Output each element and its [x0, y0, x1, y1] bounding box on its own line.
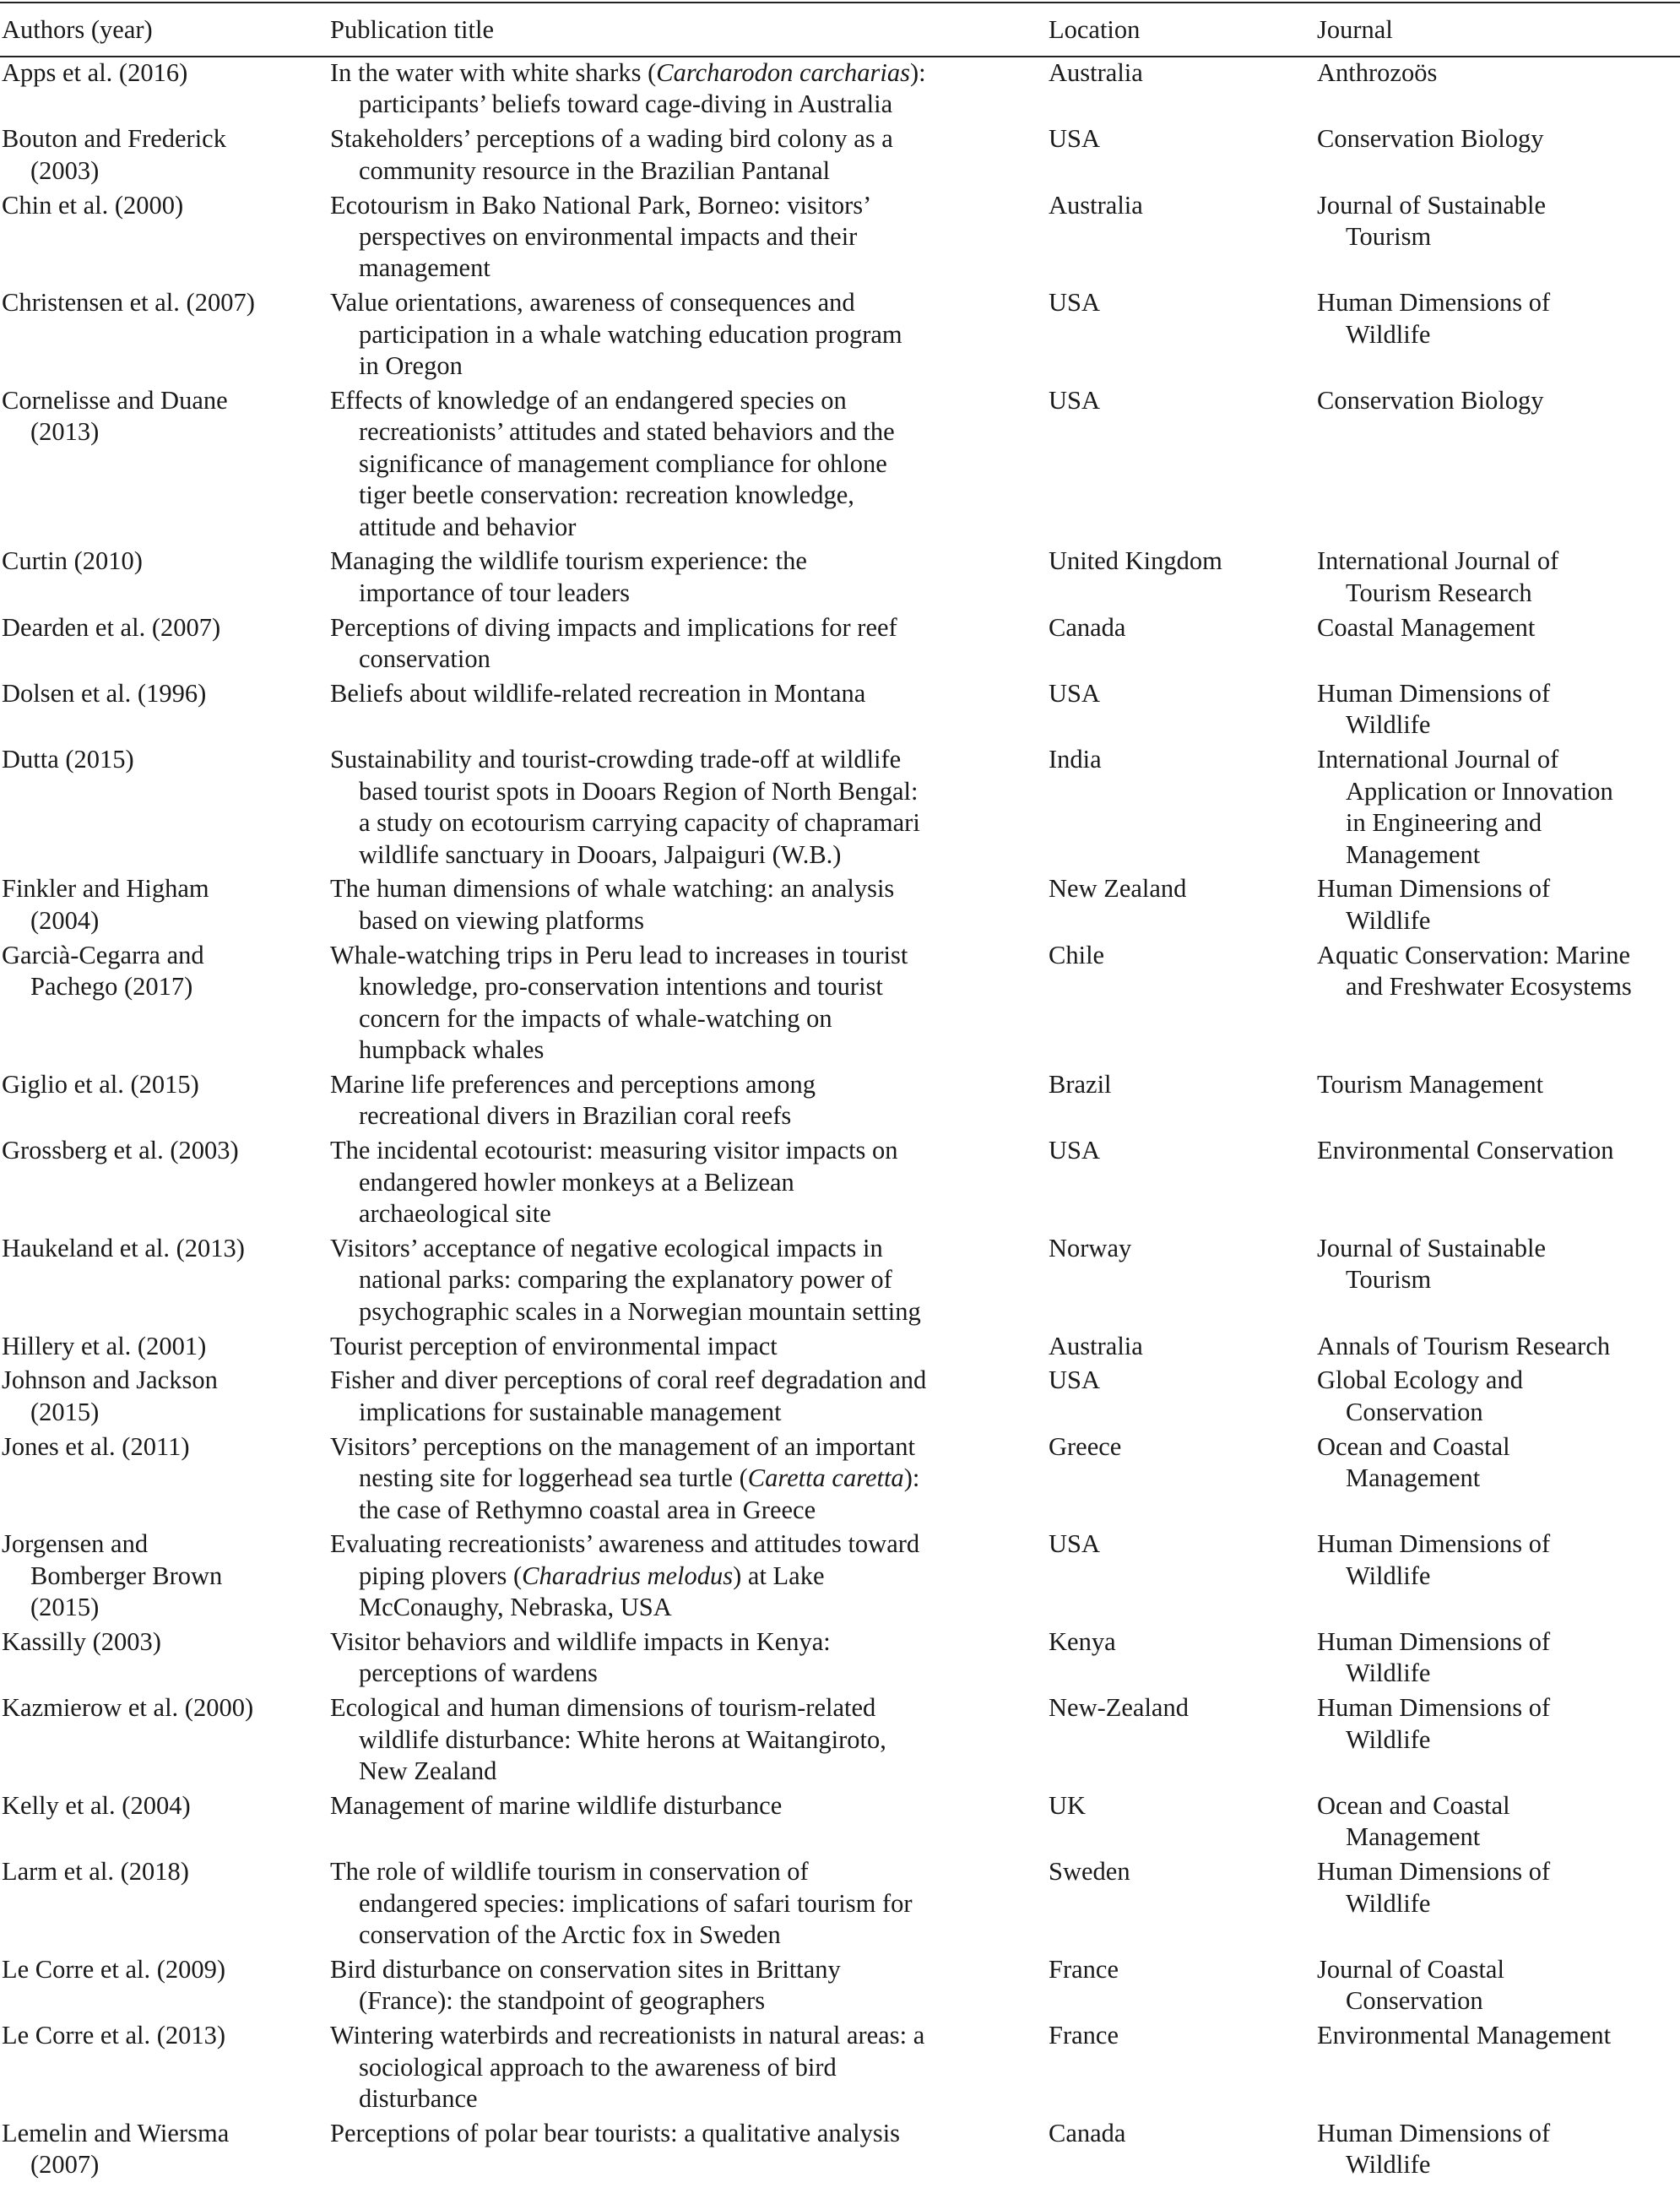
- cell-journal-line: Tourism: [1346, 1265, 1432, 1295]
- cell-authors: [0, 1135, 330, 1166]
- cell-location-line: New Zealand: [1049, 874, 1187, 904]
- cell-journal-line: Annals of Tourism Research: [1317, 1331, 1611, 1360]
- cell-location: [1049, 1331, 1317, 1362]
- cell-title-line: Visitors’ perceptions on the management of an important: [330, 1431, 915, 1461]
- cell-journal: [1317, 1069, 1680, 1100]
- cell-title-line: Sustainability and tourist-crowding trade-off at wildlife: [330, 745, 902, 774]
- cell-authors: [0, 287, 330, 318]
- cell-authors-line: Christensen et al. (2007): [2, 288, 255, 318]
- cell-title-line: perspectives on environmental impacts and their: [359, 222, 858, 251]
- cell-journal-line: Tourism Management: [1317, 1069, 1544, 1099]
- table-row: [0, 1233, 1680, 1331]
- cell-journal-line: Wildlife: [1346, 710, 1431, 740]
- table-row: [0, 1331, 1680, 1365]
- table-row: [0, 2020, 1680, 2118]
- cell-journal: [1317, 1954, 1680, 2017]
- cell-title: [330, 1856, 1049, 1951]
- cell-authors-line: Dolsen et al. (1996): [2, 679, 207, 709]
- cell-authors-line: Haukeland et al. (2013): [2, 1233, 245, 1262]
- cell-title-line: in Oregon: [359, 351, 463, 381]
- cell-location: [1049, 57, 1317, 89]
- cell-location: [1049, 1954, 1317, 1985]
- cell-title: [330, 940, 1049, 1067]
- cell-authors: [0, 1692, 330, 1724]
- cell-journal: [1317, 940, 1680, 1003]
- cell-title-line: the case of Rethymno coastal area in Greece: [359, 1495, 816, 1524]
- cell-journal: [1317, 1331, 1680, 1362]
- cell-journal-line: International Journal of: [1317, 546, 1559, 576]
- cell-authors: [0, 1069, 330, 1100]
- cell-location: [1049, 1790, 1317, 1822]
- table-row: [0, 190, 1680, 288]
- cell-location-line: USA: [1049, 124, 1101, 154]
- cell-journal-line: Conservation: [1346, 1986, 1483, 2016]
- cell-title: [330, 1135, 1049, 1230]
- cell-location-line: Sweden: [1049, 1857, 1130, 1887]
- cell-authors-line: Jones et al. (2011): [2, 1431, 190, 1461]
- cell-title-line: concern for the impacts of whale-watching on: [359, 1003, 832, 1033]
- cell-authors-line: Lemelin and Wiersma: [2, 2119, 230, 2148]
- cell-title: [330, 1528, 1049, 1623]
- cell-journal-line: Wildlife: [1346, 1561, 1431, 1590]
- cell-location-line: USA: [1049, 288, 1101, 318]
- cell-title-line: Ecotourism in Bako National Park, Borneo: visitors’: [330, 190, 872, 220]
- cell-journal-line: Aquatic Conservation: Marine: [1317, 940, 1630, 969]
- cell-title-line: management: [359, 253, 490, 283]
- cell-title: [330, 1954, 1049, 2017]
- cell-journal-line: International Journal of: [1317, 745, 1559, 774]
- cell-journal-line: Anthrozoös: [1317, 58, 1438, 87]
- cell-journal: [1317, 287, 1680, 350]
- cell-title: [330, 123, 1049, 187]
- cell-title-line: importance of tour leaders: [359, 578, 630, 607]
- cell-journal-line: Wildlife: [1346, 1724, 1431, 1754]
- table-row: [0, 57, 1680, 123]
- cell-authors-line: (2015): [30, 1593, 100, 1622]
- cell-journal-line: Human Dimensions of: [1317, 1693, 1551, 1723]
- cell-title-line: (France): the standpoint of geographers: [359, 1986, 766, 2016]
- cell-journal: [1317, 2020, 1680, 2051]
- cell-title-line: implications for sustainable management: [359, 1397, 782, 1426]
- cell-title-line: wildlife disturbance: White herons at Waitangiroto,: [359, 1724, 886, 1754]
- cell-journal: [1317, 1626, 1680, 1690]
- cell-title-line: conservation: [359, 644, 490, 674]
- cell-authors: [0, 1528, 330, 1623]
- cell-title-line: based on viewing platforms: [359, 905, 644, 935]
- cell-journal-line: Human Dimensions of: [1317, 874, 1551, 904]
- cell-journal-line: Coastal Management: [1317, 612, 1536, 642]
- table-row: [0, 1856, 1680, 1954]
- cell-journal-line: Wildlife: [1346, 2150, 1431, 2180]
- header-title: Publication title: [330, 15, 494, 44]
- table-row: [0, 1365, 1680, 1431]
- table-row: [0, 940, 1680, 1069]
- cell-title-line: Stakeholders’ perceptions of a wading bird colony as a: [330, 124, 893, 154]
- cell-journal: [1317, 385, 1680, 416]
- cell-title-line: Perceptions of diving impacts and implications for reef: [330, 612, 897, 642]
- cell-journal: [1317, 1856, 1680, 1919]
- cell-journal-line: Wildlife: [1346, 1888, 1431, 1918]
- cell-location-line: Kenya: [1049, 1627, 1116, 1657]
- cell-title-line: piping plovers (Charadrius melodus) at Lake: [359, 1561, 825, 1590]
- cell-title-line: humpback whales: [359, 1034, 545, 1064]
- cell-authors: [0, 190, 330, 221]
- cell-title: [330, 1331, 1049, 1362]
- cell-authors-line: Kazmierow et al. (2000): [2, 1693, 254, 1723]
- cell-authors-line: Kelly et al. (2004): [2, 1791, 191, 1821]
- cell-title-line: The role of wildlife tourism in conservation of: [330, 1857, 809, 1887]
- cell-location: [1049, 1233, 1317, 1264]
- cell-journal-line: Environmental Management: [1317, 2021, 1612, 2050]
- cell-authors-line: Giglio et al. (2015): [2, 1069, 199, 1099]
- cell-title: [330, 287, 1049, 382]
- cell-journal-line: Environmental Conservation: [1317, 1136, 1614, 1165]
- cell-location-line: USA: [1049, 679, 1101, 709]
- cell-location: [1049, 1626, 1317, 1658]
- cell-journal-line: Journal of Coastal: [1317, 1955, 1504, 1984]
- cell-title-line: a study on ecotourism carrying capacity of chapramari: [359, 808, 920, 838]
- cell-location-line: France: [1049, 1955, 1119, 1984]
- header-journal: Journal: [1317, 15, 1393, 44]
- cell-authors-line: Johnson and Jackson: [2, 1365, 218, 1395]
- cell-journal: [1317, 1528, 1680, 1592]
- cell-title-line: Marine life preferences and perceptions among: [330, 1069, 816, 1099]
- cell-authors-line: (2015): [30, 1397, 100, 1426]
- cell-location-line: USA: [1049, 385, 1101, 415]
- cell-title-line: endangered howler monkeys at a Belizean: [359, 1167, 794, 1197]
- cell-authors: [0, 744, 330, 775]
- cell-location: [1049, 1365, 1317, 1396]
- cell-location-line: Norway: [1049, 1233, 1132, 1262]
- cell-location: [1049, 1692, 1317, 1724]
- cell-title-line: conservation of the Arctic fox in Sweden: [359, 1920, 781, 1950]
- cell-journal-line: Human Dimensions of: [1317, 288, 1551, 318]
- table-header: [0, 3, 1680, 56]
- cell-journal-line: Human Dimensions of: [1317, 1627, 1551, 1657]
- species-name: Caretta caretta: [747, 1463, 904, 1493]
- cell-title-line: recreationists’ attitudes and stated behaviors and the: [359, 417, 895, 447]
- cell-location-line: Brazil: [1049, 1069, 1112, 1099]
- cell-title: [330, 612, 1049, 676]
- cell-title-line: significance of management compliance for ohlone: [359, 448, 887, 478]
- cell-authors-line: (2007): [30, 2150, 100, 2180]
- cell-title: [330, 1790, 1049, 1822]
- cell-location-line: USA: [1049, 1136, 1101, 1165]
- cell-authors-line: Bomberger Brown: [30, 1561, 223, 1590]
- cell-title-line: McConaughy, Nebraska, USA: [359, 1593, 672, 1622]
- cell-authors: [0, 57, 330, 89]
- cell-title-line: Perceptions of polar bear tourists: a qualitative analysis: [330, 2119, 901, 2148]
- cell-authors-line: Chin et al. (2000): [2, 190, 184, 220]
- species-name: Charadrius melodus: [522, 1561, 734, 1590]
- cell-authors-line: Le Corre et al. (2009): [2, 1955, 226, 1984]
- cell-journal-line: Journal of Sustainable: [1317, 1233, 1547, 1262]
- cell-authors-line: Finkler and Higham: [2, 874, 209, 904]
- table-row: [0, 287, 1680, 385]
- cell-authors: [0, 2020, 330, 2051]
- cell-journal-line: Management: [1346, 839, 1481, 869]
- cell-authors: [0, 1790, 330, 1822]
- cell-authors-line: Dutta (2015): [2, 745, 134, 774]
- cell-location-line: Chile: [1049, 940, 1105, 969]
- table-row: [0, 546, 1680, 611]
- cell-authors-line: (2003): [30, 155, 100, 185]
- cell-authors: [0, 1856, 330, 1887]
- cell-journal-line: Management: [1346, 1822, 1481, 1852]
- cell-journal: [1317, 1233, 1680, 1296]
- cell-title-line: tiger beetle conservation: recreation knowledge,: [359, 480, 854, 510]
- cell-title-line: participants’ beliefs toward cage-diving in Australia: [359, 90, 893, 119]
- cell-authors-line: Cornelisse and Duane: [2, 385, 228, 415]
- cell-journal-line: in Engineering and: [1346, 808, 1542, 838]
- cell-journal-line: Wildlife: [1346, 905, 1431, 935]
- cell-authors: [0, 873, 330, 937]
- table-row: [0, 385, 1680, 546]
- cell-journal-line: Human Dimensions of: [1317, 2119, 1551, 2148]
- cell-location-line: Australia: [1049, 1331, 1143, 1360]
- cell-title-line: Management of marine wildlife disturbance: [330, 1791, 783, 1821]
- cell-location-line: USA: [1049, 1365, 1101, 1395]
- table-row: [0, 1069, 1680, 1135]
- cell-title-line: Effects of knowledge of an endangered species on: [330, 385, 847, 415]
- cell-location: [1049, 2020, 1317, 2051]
- table-row: [0, 678, 1680, 744]
- cell-authors: [0, 123, 330, 187]
- table-row: [0, 1135, 1680, 1233]
- table-row: [0, 123, 1680, 189]
- table-row: [0, 1528, 1680, 1626]
- cell-title-line: participation in a whale watching education program: [359, 319, 902, 349]
- cell-journal-line: Conservation Biology: [1317, 385, 1544, 415]
- cell-location-line: Canada: [1049, 612, 1126, 642]
- cell-authors-line: Garcià-Cegarra and: [2, 940, 204, 969]
- cell-title-line: Visitor behaviors and wildlife impacts in Kenya:: [330, 1627, 831, 1657]
- cell-title-line: Visitors’ acceptance of negative ecological impacts in: [330, 1233, 883, 1262]
- cell-title: [330, 744, 1049, 871]
- cell-title-line: perceptions of wardens: [359, 1659, 598, 1688]
- cell-title-line: sociological approach to the awareness of bird: [359, 2052, 837, 2082]
- cell-authors-line: Bouton and Frederick: [2, 124, 226, 154]
- cell-authors-line: Le Corre et al. (2013): [2, 2021, 226, 2050]
- cell-journal-line: Management: [1346, 1463, 1481, 1493]
- cell-title-line: disturbance: [359, 2084, 478, 2114]
- cell-location-line: UK: [1049, 1791, 1087, 1821]
- cell-journal-line: Ocean and Coastal: [1317, 1791, 1510, 1821]
- cell-authors: [0, 2118, 330, 2181]
- cell-location: [1049, 1528, 1317, 1560]
- header-location: Location: [1049, 15, 1141, 44]
- cell-journal-line: Global Ecology and: [1317, 1365, 1523, 1395]
- cell-location-line: France: [1049, 2021, 1119, 2050]
- cell-journal: [1317, 2118, 1680, 2181]
- cell-journal-line: Application or Innovation: [1346, 776, 1613, 806]
- cell-title-line: endangered species: implications of safari tourism for: [359, 1888, 913, 1918]
- cell-authors: [0, 940, 330, 1003]
- cell-title-line: wildlife sanctuary in Dooars, Jalpaiguri (W.B.): [359, 839, 842, 869]
- cell-authors-line: Kassilly (2003): [2, 1627, 161, 1657]
- cell-authors-line: Dearden et al. (2007): [2, 612, 221, 642]
- cell-title-line: Wintering waterbirds and recreationists in natural areas: a: [330, 2021, 925, 2050]
- cell-title: [330, 1692, 1049, 1787]
- cell-journal-line: Ocean and Coastal: [1317, 1431, 1510, 1461]
- cell-location: [1049, 385, 1317, 416]
- cell-title-line: Managing the wildlife tourism experience: the: [330, 546, 807, 576]
- cell-title-line: attitude and behavior: [359, 512, 577, 541]
- cell-authors: [0, 385, 330, 448]
- cell-title-line: Evaluating recreationists’ awareness and attitudes toward: [330, 1529, 920, 1559]
- cell-title-line: Tourist perception of environmental impact: [330, 1331, 778, 1360]
- cell-title-line: Ecological and human dimensions of tourism-related: [330, 1693, 876, 1723]
- cell-location: [1049, 123, 1317, 155]
- cell-journal: [1317, 1692, 1680, 1756]
- table-row: [0, 1790, 1680, 1856]
- cell-journal: [1317, 873, 1680, 937]
- cell-journal: [1317, 190, 1680, 253]
- cell-location-line: New-Zealand: [1049, 1693, 1189, 1723]
- cell-journal-line: Conservation: [1346, 1397, 1483, 1426]
- cell-title: [330, 385, 1049, 543]
- table-row: [0, 744, 1680, 873]
- cell-authors-line: Larm et al. (2018): [2, 1857, 189, 1887]
- cell-location: [1049, 612, 1317, 643]
- cell-title-line: Value orientations, awareness of consequences and: [330, 288, 855, 318]
- cell-authors: [0, 1365, 330, 1428]
- cell-location-line: USA: [1049, 1529, 1101, 1559]
- cell-title: [330, 546, 1049, 609]
- cell-location: [1049, 1069, 1317, 1100]
- cell-title: [330, 1626, 1049, 1690]
- cell-journal-line: Human Dimensions of: [1317, 679, 1551, 709]
- cell-title-line: archaeological site: [359, 1198, 551, 1228]
- cell-location: [1049, 1135, 1317, 1166]
- table-row: [0, 1626, 1680, 1692]
- cell-authors: [0, 1954, 330, 1985]
- cell-journal: [1317, 1135, 1680, 1166]
- cell-location-line: Greece: [1049, 1431, 1122, 1461]
- species-name: Carcharodon carcharias: [656, 58, 910, 87]
- cell-journal: [1317, 744, 1680, 871]
- cell-journal-line: Tourism: [1346, 222, 1432, 251]
- cell-title-line: Fisher and diver perceptions of coral reef degradation and: [330, 1365, 927, 1395]
- cell-title-line: knowledge, pro-conservation intentions and tourist: [359, 972, 883, 1002]
- cell-journal: [1317, 123, 1680, 155]
- cell-location: [1049, 1856, 1317, 1887]
- cell-title-line: community resource in the Brazilian Pantanal: [359, 155, 831, 185]
- cell-title: [330, 678, 1049, 709]
- cell-location: [1049, 940, 1317, 971]
- cell-journal-line: Wildlife: [1346, 319, 1431, 349]
- cell-location: [1049, 287, 1317, 318]
- cell-location-line: India: [1049, 745, 1102, 774]
- cell-location-line: Canada: [1049, 2119, 1126, 2148]
- cell-title-line: nesting site for loggerhead sea turtle (Caretta caretta):: [359, 1463, 920, 1493]
- cell-title-line: recreational divers in Brazilian coral reefs: [359, 1101, 792, 1131]
- cell-title-line: Bird disturbance on conservation sites in Brittany: [330, 1955, 841, 1984]
- cell-title: [330, 2020, 1049, 2115]
- cell-journal: [1317, 612, 1680, 643]
- cell-authors-line: Grossberg et al. (2003): [2, 1136, 239, 1165]
- cell-authors-line: Pachego (2017): [30, 972, 193, 1002]
- table-body: [0, 57, 1680, 2184]
- cell-title-line: The incidental ecotourist: measuring visitor impacts on: [330, 1136, 898, 1165]
- cell-title: [330, 1365, 1049, 1428]
- cell-journal: [1317, 546, 1680, 609]
- cell-journal: [1317, 678, 1680, 741]
- table-row: [0, 1431, 1680, 1529]
- cell-title: [330, 873, 1049, 937]
- cell-authors-line: Curtin (2010): [2, 546, 143, 576]
- cell-location-line: Australia: [1049, 58, 1143, 87]
- cell-title-line: The human dimensions of whale watching: an analysis: [330, 874, 895, 904]
- cell-title: [330, 1431, 1049, 1526]
- table-row: [0, 1692, 1680, 1790]
- table-row: [0, 2118, 1680, 2184]
- cell-location: [1049, 744, 1317, 775]
- cell-journal-line: Human Dimensions of: [1317, 1857, 1551, 1887]
- cell-journal-line: Wildlife: [1346, 1659, 1431, 1688]
- table-row: [0, 873, 1680, 939]
- cell-location: [1049, 873, 1317, 904]
- cell-authors-line: (2004): [30, 905, 100, 935]
- cell-location: [1049, 1431, 1317, 1463]
- cell-authors-line: (2013): [30, 417, 100, 447]
- cell-authors: [0, 1233, 330, 1264]
- cell-authors: [0, 1331, 330, 1362]
- cell-title-line: Whale-watching trips in Peru lead to increases in tourist: [330, 940, 908, 969]
- cell-journal: [1317, 57, 1680, 89]
- cell-authors: [0, 1431, 330, 1463]
- cell-authors-line: Apps et al. (2016): [2, 58, 188, 87]
- cell-journal-line: and Freshwater Ecosystems: [1346, 972, 1632, 1002]
- table-row: [0, 612, 1680, 678]
- cell-authors: [0, 1626, 330, 1658]
- cell-title-line: national parks: comparing the explanatory power of: [359, 1265, 892, 1295]
- cell-location-line: United Kingdom: [1049, 546, 1222, 576]
- cell-title-line: In the water with white sharks (Carcharodon carcharias):: [330, 58, 926, 87]
- cell-title-line: psychographic scales in a Norwegian mountain setting: [359, 1296, 921, 1326]
- cell-journal-line: Journal of Sustainable: [1317, 190, 1547, 220]
- cell-title-line: New Zealand: [359, 1756, 497, 1786]
- cell-title: [330, 57, 1049, 121]
- header-authors: Authors (year): [2, 15, 153, 44]
- cell-title: [330, 2118, 1049, 2149]
- cell-title-line: based tourist spots in Dooars Region of North Bengal:: [359, 776, 919, 806]
- cell-title-line: Beliefs about wildlife-related recreation in Montana: [330, 679, 866, 709]
- cell-title: [330, 1233, 1049, 1327]
- cell-journal-line: Conservation Biology: [1317, 124, 1544, 154]
- cell-location: [1049, 546, 1317, 577]
- cell-title: [330, 190, 1049, 285]
- cell-journal: [1317, 1431, 1680, 1495]
- cell-journal: [1317, 1365, 1680, 1428]
- cell-journal-line: Human Dimensions of: [1317, 1529, 1551, 1559]
- cell-authors-line: Hillery et al. (2001): [2, 1331, 207, 1360]
- cell-location: [1049, 2118, 1317, 2149]
- cell-authors: [0, 546, 330, 577]
- cell-location: [1049, 678, 1317, 709]
- table-row: [0, 1954, 1680, 2020]
- cell-title: [330, 1069, 1049, 1132]
- cell-location-line: Australia: [1049, 190, 1143, 220]
- cell-authors: [0, 612, 330, 643]
- cell-authors: [0, 678, 330, 709]
- cell-journal-line: Tourism Research: [1346, 578, 1532, 607]
- cell-journal: [1317, 1790, 1680, 1854]
- cell-location: [1049, 190, 1317, 221]
- cell-authors-line: Jorgensen and: [2, 1529, 149, 1559]
